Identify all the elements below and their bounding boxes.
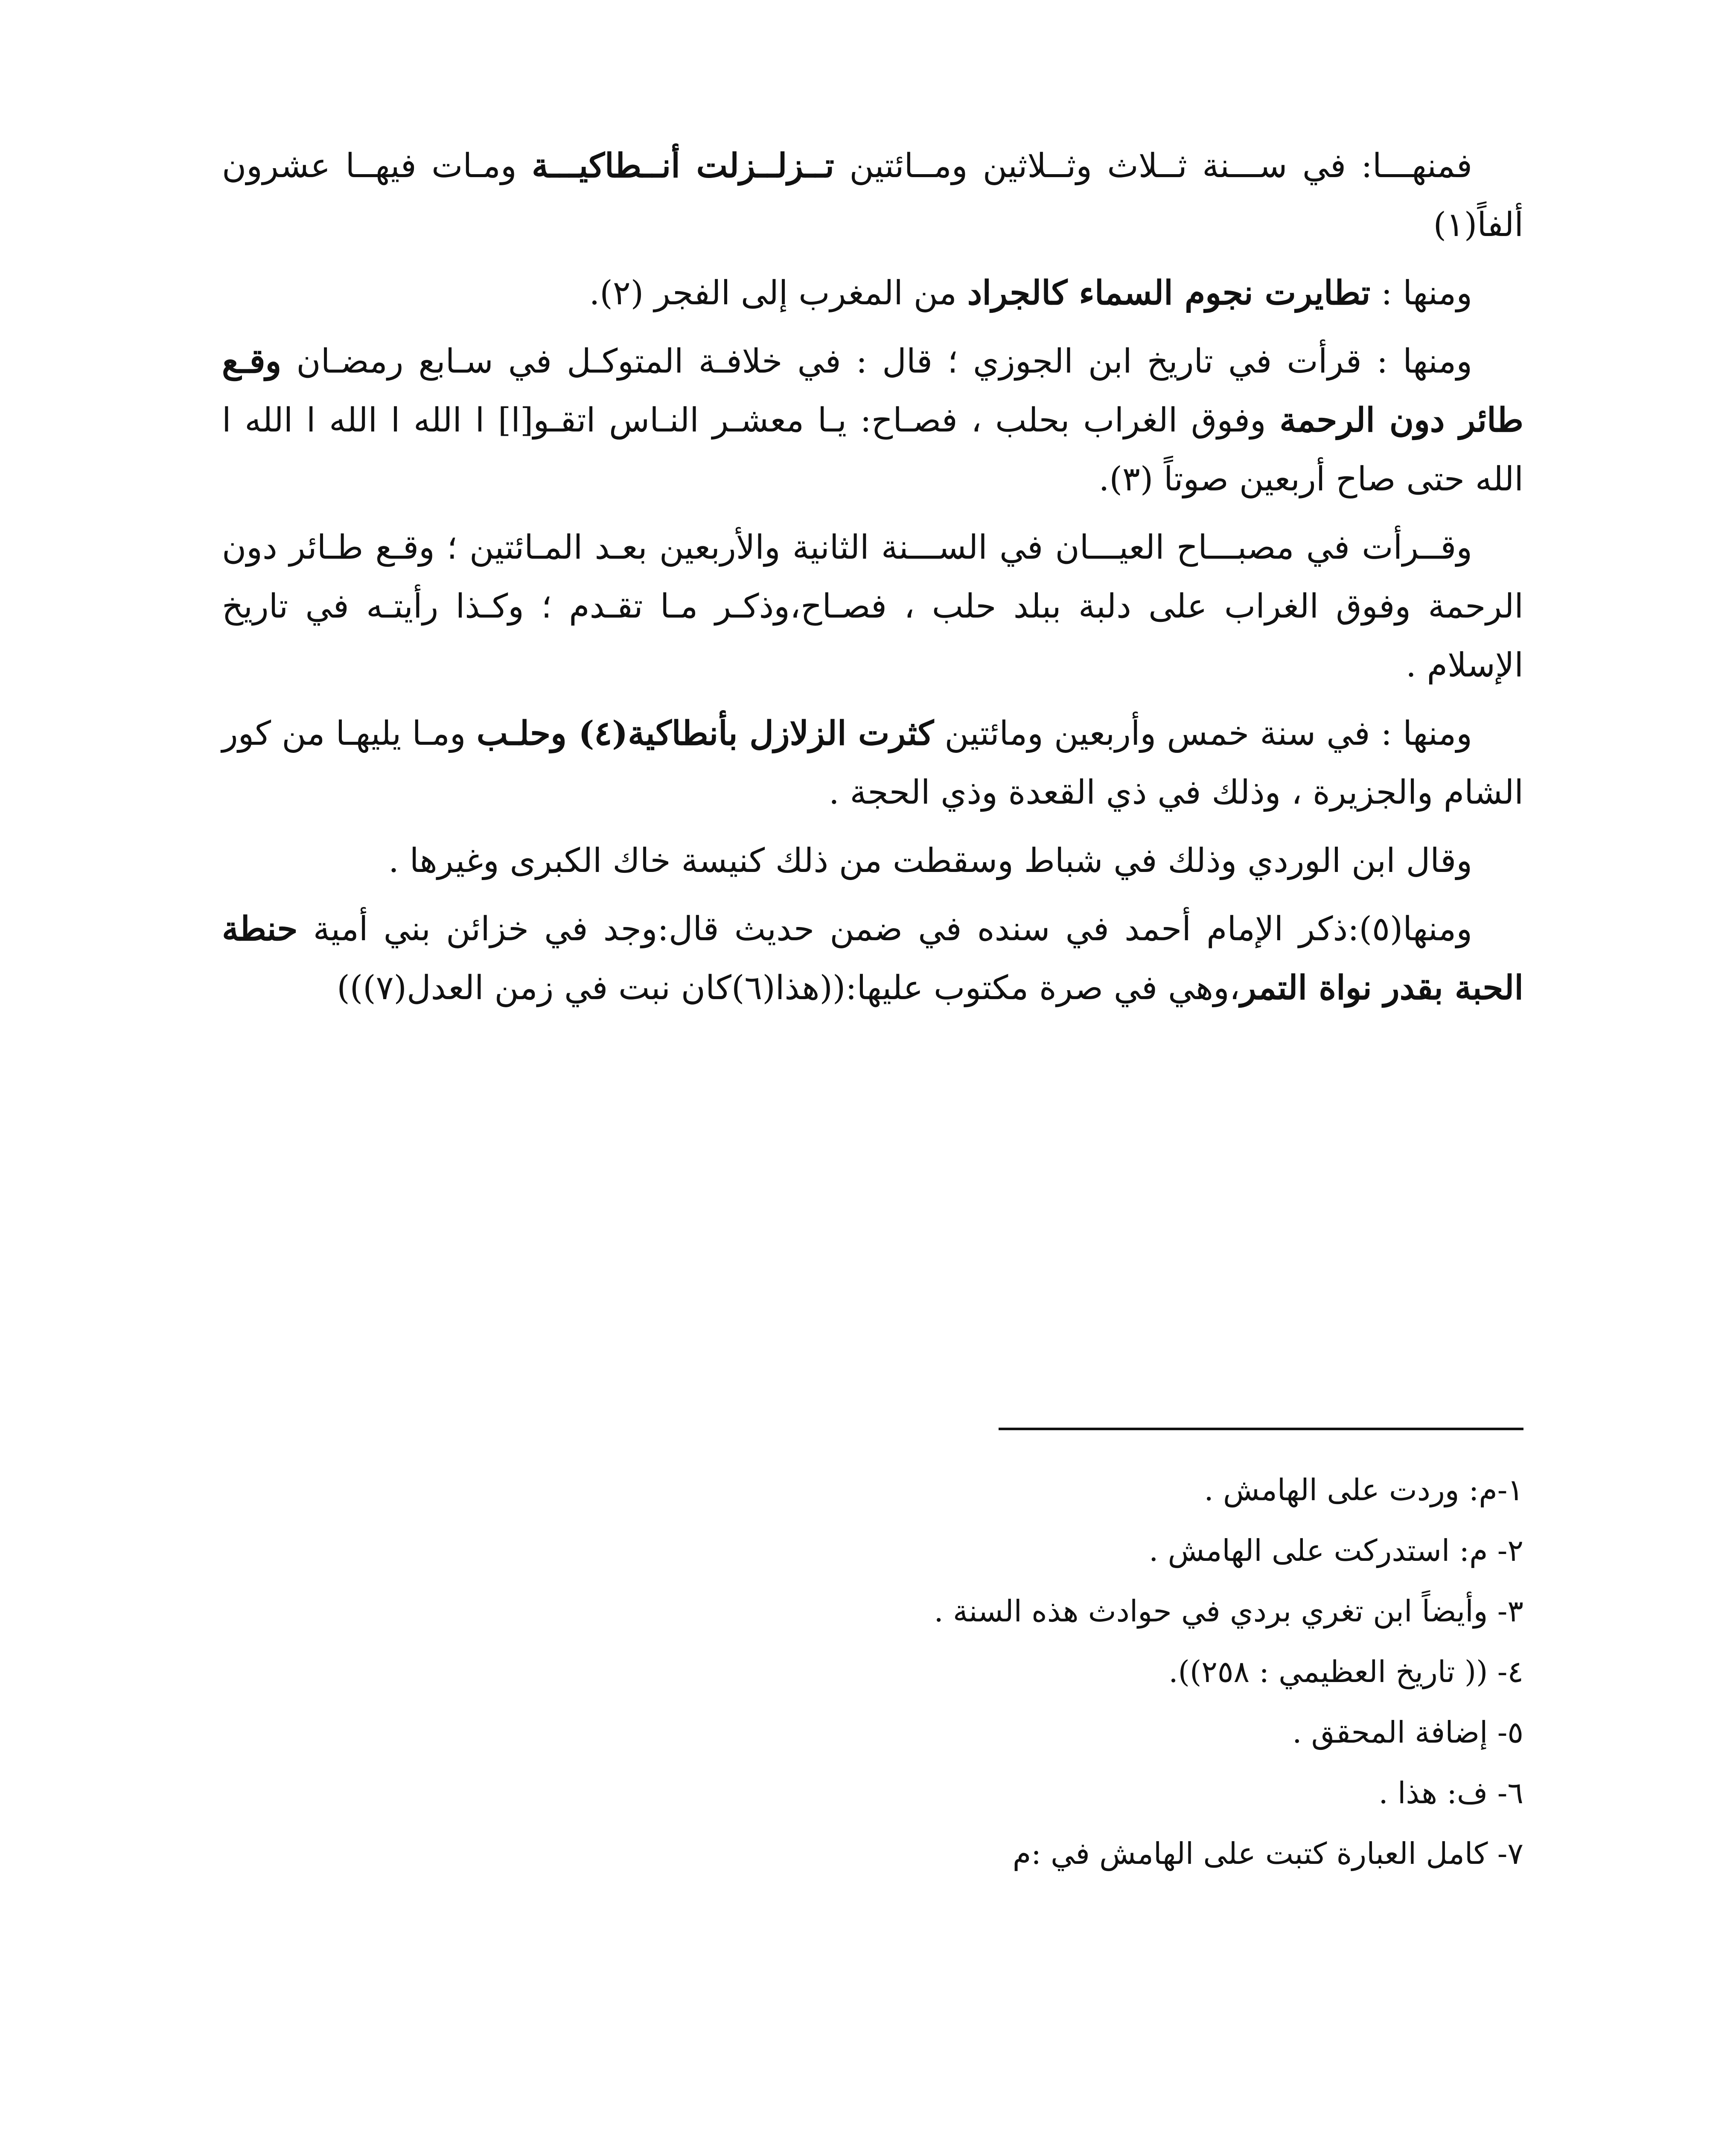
footnotes	[683, 1460, 1523, 1884]
paragraph-5-text-c: ومـا يليهـا من كور الشام والجزيرة ، وذلك في ذي القعدة وذي الحجة .	[222, 714, 1523, 812]
footnote-divider	[999, 1428, 1523, 1430]
paragraph-7-text-a: ومنها(٥):ذكر الإمام أحمد في سنده في ضمن حديث قال:وجد في خزائن بني أمية	[297, 910, 1472, 948]
paragraph-2-bold: تطايرت نجوم السماء كالجراد	[967, 274, 1371, 312]
paragraph-3-text-c: وفوق الغراب بحلب ، فصـاح: يـا معشـر النـاس اتقـو[ا] ا الله ا الله ا الله ا الله حتى صاح أربعين صوتاً (٣).	[222, 401, 1523, 499]
footnote-6: ٦- ف: هذا .	[1378, 1775, 1523, 1810]
footnote-5: ٥- إضافة المحقق .	[1292, 1715, 1523, 1750]
paragraph-1-text-a: فمنهـــا: في ســـنة ثــلاث وثــلاثين ومــائتين	[834, 147, 1473, 185]
paragraph-2-text-a: ومنها :	[1370, 274, 1472, 312]
paragraph-7-bold: حنطة الحبة بقدر نواة التمر	[222, 910, 1523, 1007]
paragraph-3-text-a: ومنها : قرأت في تاريخ ابن الجوزي ؛ قال : في خلافـة المتوكـل في سـابع رمضـان	[281, 342, 1472, 381]
paragraph-1-text-c: ومـات فيهــا عشرون ألفاً(١)	[222, 147, 1523, 244]
paragraph-5-bold: كثرت الزلازل بأنطاكية(٤) وحلـب	[476, 714, 934, 753]
paragraph-4: وقــرأت في مصبـــاح العيـــان في الســـنة الثانية والأربعين بعـد المـائتين ؛ وقـع طـائر دون الرحمة وفوق الغراب على دلبة ببلد حلب ، فصـاح،وذكـر مـا تقـدم ؛ وكـذا رأيتـه في تاريخ الإسلام .	[222, 528, 1523, 685]
paragraph-6: وقال ابن الوردي وذلك في شباط وسقطت من ذلك كنيسة خاك الكبرى وغيرها .	[388, 842, 1472, 880]
paragraph-5-text-a: ومنها : في سنة خمس وأربعين ومائتين	[934, 714, 1472, 753]
footnote-1: ١-م: وردت على الهامش .	[1204, 1472, 1523, 1507]
paragraph-1	[222, 137, 1523, 254]
footnote-3: ٣- وأيضاً ابن تغري بردي في حوادث هذه السنة .	[934, 1594, 1523, 1629]
paragraph-3-bold: وقـع طائر دون الرحمة	[222, 342, 1524, 440]
paragraph-5	[222, 704, 1523, 822]
main-text	[222, 137, 1523, 1027]
footnote-4: ٤- (( تاريخ العظيمي : ٢٥٨)).	[1168, 1654, 1523, 1689]
paragraph-3	[222, 332, 1523, 509]
paragraph-7	[222, 900, 1523, 1017]
paragraph-1-bold: تــزلــزلت أنــطاكيـــة	[532, 146, 834, 185]
footnote-2: ٢- م: استدركت على الهامش .	[1149, 1533, 1523, 1568]
paragraph-2	[222, 264, 1523, 323]
footnote-7: ٧- كامل العبارة كتبت على الهامش في :م	[1012, 1836, 1523, 1871]
paragraph-7-text-c: ،وهي في صرة مكتوب عليها:((هذا(٦)كان نبت في زمن العدل(٧)))	[337, 969, 1240, 1007]
paragraph-2-text-c: من المغرب إلى الفجر (٢).	[589, 274, 967, 312]
